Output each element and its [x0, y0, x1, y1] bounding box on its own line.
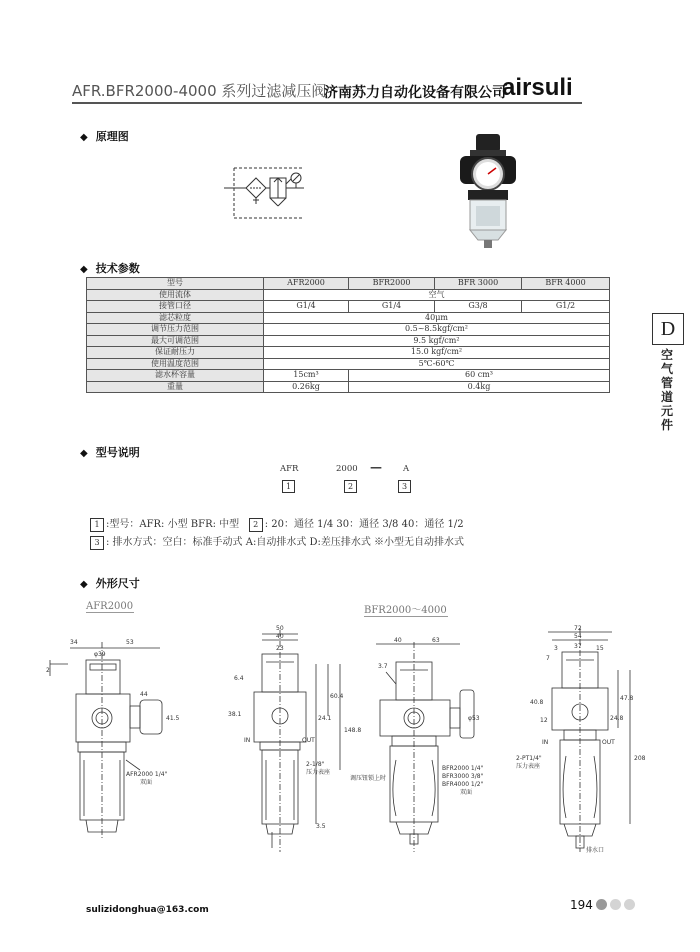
table-row [87, 335, 610, 347]
model-part-2: 2000 [336, 464, 358, 474]
dim-text: 24.1 [318, 715, 332, 722]
table-cell: G1/2 [522, 301, 610, 313]
model-part-1: AFR [280, 464, 299, 474]
side-chapter-letter: D [652, 313, 684, 345]
dim-text: φ53 [468, 715, 480, 722]
table-row [87, 358, 610, 370]
table-header-cell: BFR2000 [349, 278, 435, 290]
table-row-label: 滤芯粒度 [87, 312, 264, 324]
diamond-bullet-icon: ◆ [80, 132, 88, 143]
table-row [87, 301, 610, 313]
page-dot-icon [596, 899, 607, 910]
model-part-3: A [403, 464, 410, 474]
dim-text: AFR2000 1/4" [126, 771, 168, 778]
dim-text: 12 [540, 717, 548, 724]
dim-text: 15 [596, 645, 604, 652]
table-cell: 0.5~8.5kgf/cm² [264, 324, 610, 336]
header-rule [72, 102, 582, 104]
table-cell: 15cm³ [264, 370, 349, 382]
table-header-cell: AFR2000 [264, 278, 349, 290]
dim-text: 调压钮锁上时 [350, 775, 387, 782]
dim-text: 排水口 [586, 847, 605, 854]
dim-text: 6.4 [234, 675, 244, 682]
dim-text: BFR2000 1/4" [442, 765, 484, 772]
table-cell: 5℃-60℃ [264, 358, 610, 370]
dim-text: IN [542, 739, 549, 746]
model-num-box-3: 3 [398, 480, 411, 493]
dim-text: 54 [574, 633, 582, 640]
dim-text: 2 [46, 667, 50, 674]
table-header-cell: 型号 [87, 278, 264, 290]
table-row-label: 调节压力范围 [87, 324, 264, 336]
model-explain-line-1: 1 :型号：AFR: 小型 BFR: 中型 2 : 20：通径 1/4 30：通径 3/8 40：通径 1/2 [90, 515, 464, 532]
dim-text: BFR3000 3/8" [442, 773, 484, 780]
table-cell: 9.5 kgf/cm² [264, 335, 610, 347]
table-row [87, 289, 610, 301]
header-series-title: AFR.BFR2000-4000 系列过滤减压阀 [72, 82, 327, 100]
dim-text: 7 [546, 655, 550, 662]
dim-text: 2-1/8" [306, 761, 325, 768]
dim-text: 41.5 [166, 715, 180, 722]
header-brand-logo: airsuli [502, 74, 573, 101]
table-header-cell: BFR 4000 [522, 278, 610, 290]
dim-text: 148.8 [344, 727, 362, 734]
dim-label-afr: AFR2000 [86, 601, 134, 612]
dim-text: 50 [276, 625, 284, 632]
dim-text: 60.4 [330, 693, 344, 700]
model-num-box-1: 1 [282, 480, 295, 493]
table-row [87, 381, 610, 393]
dim-text: 压力表座 [306, 769, 331, 776]
model-num-box-2: 2 [344, 480, 357, 493]
bfr-front-drawing [376, 642, 474, 852]
table-row [87, 312, 610, 324]
section-principle-heading: ◆ 原理图 [80, 130, 129, 143]
section-model-heading: ◆ 型号说明 [80, 446, 140, 459]
dim-text: 3 [554, 645, 558, 652]
dim-text: 2-PT1/4" [516, 755, 542, 762]
model-dash: — [370, 460, 382, 474]
dim-text: 37 [574, 643, 582, 650]
diamond-bullet-icon: ◆ [80, 448, 88, 459]
dim-text: 40 [276, 633, 284, 640]
table-row [87, 347, 610, 359]
footer-email: sulizidonghua@163.com [86, 905, 209, 915]
table-row-label: 接管口径 [87, 301, 264, 313]
dim-text: 47.8 [620, 695, 634, 702]
dimension-drawings [40, 620, 660, 860]
table-cell: 0.26kg [264, 381, 349, 393]
dim-text: 3.7 [378, 663, 388, 670]
table-cell: 0.4kg [349, 381, 610, 393]
dim-text: 双面 [460, 789, 473, 796]
table-cell: 空气 [264, 289, 610, 301]
table-cell: G1/4 [349, 301, 435, 313]
table-row-label: 保证耐压力 [87, 347, 264, 359]
afr2000-side-drawing [254, 630, 340, 852]
header-company-name: 济南苏力自动化设备有限公司 [324, 85, 506, 101]
dim-text: 208 [634, 755, 646, 762]
bfr-side-drawing [548, 628, 630, 852]
table-row-label: 滤水杯容量 [87, 370, 264, 382]
section-specs-heading: ◆ 技术参数 [80, 262, 140, 275]
table-cell: G3/8 [435, 301, 522, 313]
dim-text: 23 [276, 645, 284, 652]
dim-text: 40 [394, 637, 402, 644]
diamond-bullet-icon: ◆ [80, 264, 88, 275]
diamond-bullet-icon: ◆ [80, 579, 88, 590]
dim-text: OUT [602, 739, 615, 746]
table-row-label: 使用流体 [87, 289, 264, 301]
table-header-cell: BFR 3000 [435, 278, 522, 290]
page-dot-icon [624, 899, 635, 910]
dim-text: 3.5 [316, 823, 326, 830]
pneumatic-symbol-diagram [224, 160, 314, 224]
dim-text: 24.8 [610, 715, 624, 722]
dim-text: OUT [302, 737, 315, 744]
dim-text: 38.1 [228, 711, 242, 718]
dim-text: 72 [574, 625, 582, 632]
afr2000-front-drawing [50, 642, 162, 840]
table-cell: G1/4 [264, 301, 349, 313]
table-cell: 40μm [264, 312, 610, 324]
dim-text: 压力表座 [516, 763, 541, 770]
table-row-label: 使用温度范围 [87, 358, 264, 370]
dim-text: 44 [140, 691, 148, 698]
dim-text: 63 [432, 637, 440, 644]
page-dot-icon [610, 899, 621, 910]
dim-label-bfr: BFR2000～4000 [364, 601, 448, 617]
model-explain-line-2: 3 : 排水方式：空白：标准手动式 A:自动排水式 D:差压排水式 ※小型无自动排水式 [90, 533, 464, 550]
section-dimensions-heading: ◆ 外形尺寸 [80, 577, 140, 590]
table-cell: 15.0 kgf/cm² [264, 347, 610, 359]
dim-text: 双面 [140, 779, 153, 786]
side-chapter-title: 空气管道元件 [660, 348, 673, 432]
table-cell: 60 cm³ [349, 370, 610, 382]
table-row-label: 最大可调范围 [87, 335, 264, 347]
dim-text: BFR4000 1/2" [442, 781, 484, 788]
table-row-label: 重量 [87, 381, 264, 393]
dim-text: 40.8 [530, 699, 544, 706]
page-number: 194 [570, 898, 593, 912]
table-row [87, 324, 610, 336]
table-row [87, 370, 610, 382]
dim-text: φ39 [94, 651, 106, 658]
product-photo [456, 132, 520, 250]
dim-text: IN [244, 737, 251, 744]
dim-text: 53 [126, 639, 134, 646]
spec-table [86, 277, 610, 393]
dim-text: 34 [70, 639, 78, 646]
table-header-row [87, 278, 610, 290]
